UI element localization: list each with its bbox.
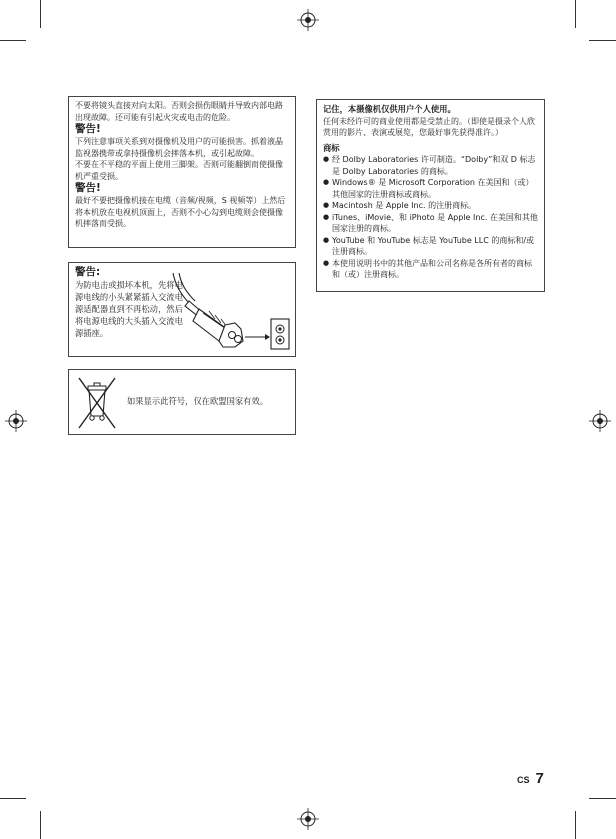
warning-heading: 警告:	[75, 266, 101, 278]
warning-paragraph: 下列注意事项关系到对摄像机及用户的可能损害。抓着液晶监视器携带或拿持摄像机会摔落本机，或引起故障。	[75, 137, 283, 158]
registration-mark-icon	[5, 410, 27, 432]
plug-warning-box	[68, 262, 296, 357]
registration-mark-icon	[297, 808, 319, 830]
trademark-box	[316, 99, 545, 292]
warning-heading: 警告!	[75, 123, 101, 135]
list-item: ● Macintosh 是 Apple Inc. 的注册商标。	[323, 200, 538, 212]
caution-intro: 不要将镜头直接对向太阳。否则会损伤眼睛并导致内部电路出现故障。还可能有引起火灾或电击的危险。	[75, 101, 283, 122]
trademarks-heading: 商标	[323, 142, 340, 153]
crop-mark	[40, 811, 41, 839]
list-item: ● 经 Dolby Laboratories 许可制造。“Dolby”和双 D 标志是 Dolby Laboratories 的商标。	[323, 154, 538, 177]
warning-paragraph: 不要在不平稳的平面上使用三脚架。否则可能翻倒而使摄像机严重受损。	[75, 160, 283, 181]
personal-use-text: 任何未经许可的商业使用都是受禁止的。（即使是摄录个人欣赏用的影片、表演或展览，您最好事先获得准许。）	[323, 116, 535, 137]
caution-box	[68, 96, 296, 248]
personal-use-heading: 记住，本摄像机仅供用户个人使用。	[323, 104, 456, 114]
crop-mark	[589, 40, 616, 41]
list-item: ● Windows® 是 Microsoft Corporation 在美国和（或）其他国家的注册商标或商标。	[323, 177, 538, 200]
weee-notice-text: 如果显示此符号，仅在欧盟国家有效。	[127, 396, 269, 406]
weee-box	[68, 369, 296, 435]
crop-mark	[0, 40, 26, 41]
warning-paragraph: 最好不要把摄像机接在电缆（音频/视频，S 视频等）上然后将本机放在电视机顶面上，否则不小心勾到电缆则会使摄像机摔落而受损。	[75, 196, 286, 228]
trademark-list	[323, 154, 538, 281]
power-plug-illustration-icon	[169, 273, 291, 353]
page-number	[517, 768, 544, 787]
list-item: ● 本使用说明书中的其他产品和公司名称是各所有者的商标和（或）注册商标。	[323, 258, 538, 281]
crop-mark	[0, 798, 26, 799]
crop-mark	[575, 0, 576, 28]
registration-mark-icon	[589, 410, 611, 432]
page-number-value: 7	[535, 770, 544, 787]
list-item: ● iTunes、iMovie、和 iPhoto 是 Apple Inc. 在美国和其他国家注册的商标。	[323, 212, 538, 235]
crossed-out-wheelie-bin-icon	[75, 376, 119, 430]
crop-mark	[589, 798, 616, 799]
list-item: ● YouTube 和 YouTube 标志是 YouTube LLC 的商标和/或注册商标。	[323, 235, 538, 258]
crop-mark	[40, 0, 41, 28]
registration-mark-icon	[297, 9, 319, 31]
warning-heading: 警告!	[75, 182, 101, 194]
plug-warning-text: 为防电击或损坏本机，先将电源电线的小头紧紧插入交流电源适配器直到不再松动，然后将电源电线的大头插入交流电源插座。	[75, 280, 183, 338]
language-code: CS	[517, 775, 530, 785]
crop-mark	[575, 811, 576, 839]
